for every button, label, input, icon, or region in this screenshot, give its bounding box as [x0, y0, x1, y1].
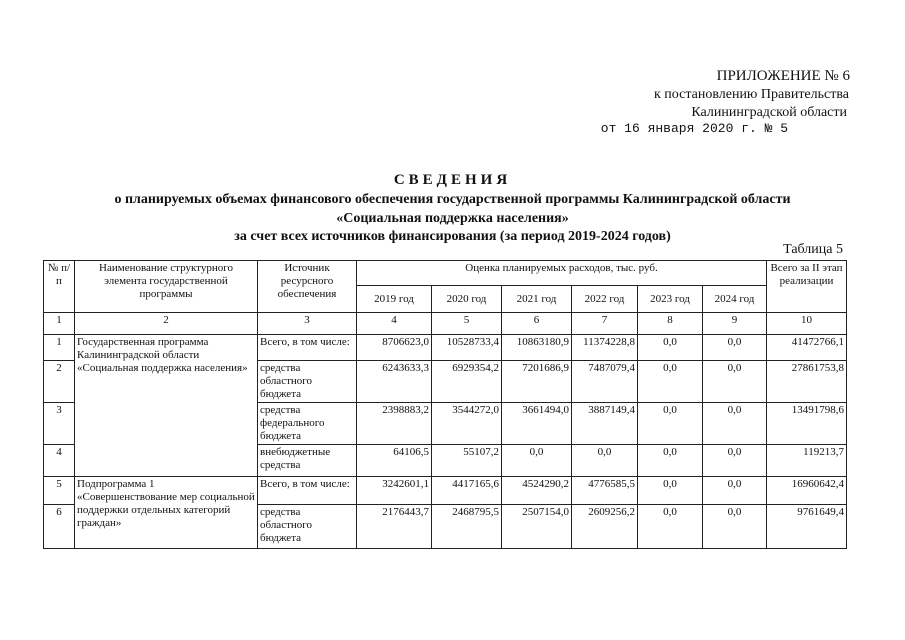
- column-number: 4: [357, 313, 432, 335]
- value-cell: 3544272,0: [432, 403, 502, 445]
- column-number: 5: [432, 313, 502, 335]
- column-number: 6: [502, 313, 572, 335]
- value-cell: 11374228,8: [572, 335, 638, 361]
- value-cell: 0,0: [638, 445, 703, 477]
- total-cell: 16960642,4: [767, 477, 847, 505]
- value-cell: 0,0: [638, 361, 703, 403]
- row-number: 2: [44, 361, 75, 403]
- header-estimate: Оценка планируемых расходов, тыс. руб.: [357, 261, 767, 286]
- column-number: 3: [258, 313, 357, 335]
- row-number: 5: [44, 477, 75, 505]
- row-number: 1: [44, 335, 75, 361]
- appendix-line-3: от 16 января 2020 г. № 5: [600, 121, 788, 136]
- header-year: 2019 год: [357, 286, 432, 313]
- value-cell: 6929354,2: [432, 361, 502, 403]
- value-cell: 0,0: [703, 361, 767, 403]
- total-cell: 41472766,1: [767, 335, 847, 361]
- source-cell: средства областного бюджета: [258, 505, 357, 549]
- header-num: № п/п: [44, 261, 75, 313]
- total-cell: 13491798,6: [767, 403, 847, 445]
- document-subtitle-1: о планируемых объемах финансового обеспечения государственной программы Калининградской области: [114, 192, 791, 207]
- source-cell: средства областного бюджета: [258, 361, 357, 403]
- value-cell: 0,0: [703, 335, 767, 361]
- value-cell: 4776585,5: [572, 477, 638, 505]
- source-cell: Всего, в том числе:: [258, 477, 357, 505]
- value-cell: 2609256,2: [572, 505, 638, 549]
- value-cell: 3887149,4: [572, 403, 638, 445]
- column-number: 2: [75, 313, 258, 335]
- table-name: Таблица 5: [783, 242, 843, 257]
- source-cell: средства федерального бюджета: [258, 403, 357, 445]
- source-cell: Всего, в том числе:: [258, 335, 357, 361]
- source-cell: внебюджетные средства: [258, 445, 357, 477]
- value-cell: 2507154,0: [502, 505, 572, 549]
- value-cell: 0,0: [638, 335, 703, 361]
- element-name: Подпрограмма 1 «Совершенствование мер социальной поддержки отдельных категорий граждан»: [75, 477, 258, 549]
- header-year: 2020 год: [432, 286, 502, 313]
- value-cell: 0,0: [638, 477, 703, 505]
- column-number: 7: [572, 313, 638, 335]
- appendix-line-1: к постановлению Правительства: [653, 87, 849, 102]
- value-cell: 0,0: [572, 445, 638, 477]
- value-cell: 55107,2: [432, 445, 502, 477]
- financing-table: [43, 260, 847, 549]
- row-number: 3: [44, 403, 75, 445]
- value-cell: 0,0: [703, 505, 767, 549]
- total-cell: 27861753,8: [767, 361, 847, 403]
- value-cell: 8706623,0: [357, 335, 432, 361]
- value-cell: 0,0: [502, 445, 572, 477]
- header-year: 2024 год: [703, 286, 767, 313]
- element-name: Государственная программа Калининградской области «Социальная поддержка населения»: [75, 335, 258, 477]
- column-number: 9: [703, 313, 767, 335]
- row-number: 4: [44, 445, 75, 477]
- header-element: Наименование структурного элемента государственной программы: [75, 261, 258, 313]
- value-cell: 7487079,4: [572, 361, 638, 403]
- header-year: 2022 год: [572, 286, 638, 313]
- value-cell: 0,0: [703, 477, 767, 505]
- document-subtitle-3: за счет всех источников финансирования (за период 2019-2024 годов): [234, 229, 671, 244]
- value-cell: 4417165,6: [432, 477, 502, 505]
- value-cell: 6243633,3: [357, 361, 432, 403]
- value-cell: 10528733,4: [432, 335, 502, 361]
- document-subtitle-2: «Социальная поддержка населения»: [336, 211, 569, 226]
- appendix-title: ПРИЛОЖЕНИЕ № 6: [716, 68, 850, 84]
- table-row: [44, 477, 847, 505]
- appendix-line-2: Калининградской области: [691, 105, 847, 120]
- value-cell: 0,0: [638, 403, 703, 445]
- value-cell: 0,0: [703, 403, 767, 445]
- header-total: Всего за II этап реализации: [767, 261, 847, 313]
- value-cell: 3661494,0: [502, 403, 572, 445]
- row-number: 6: [44, 505, 75, 549]
- header-source: Источник ресурсного обеспечения: [258, 261, 357, 313]
- value-cell: 3242601,1: [357, 477, 432, 505]
- value-cell: 2398883,2: [357, 403, 432, 445]
- value-cell: 4524290,2: [502, 477, 572, 505]
- column-number: 8: [638, 313, 703, 335]
- column-number: 1: [44, 313, 75, 335]
- value-cell: 2468795,5: [432, 505, 502, 549]
- value-cell: 64106,5: [357, 445, 432, 477]
- value-cell: 7201686,9: [502, 361, 572, 403]
- column-number: 10: [767, 313, 847, 335]
- value-cell: 2176443,7: [357, 505, 432, 549]
- table-row: [44, 335, 847, 361]
- header-year: 2021 год: [502, 286, 572, 313]
- total-cell: 9761649,4: [767, 505, 847, 549]
- document-heading: СВЕДЕНИЯ: [393, 172, 512, 188]
- value-cell: 0,0: [703, 445, 767, 477]
- value-cell: 0,0: [638, 505, 703, 549]
- total-cell: 119213,7: [767, 445, 847, 477]
- value-cell: 10863180,9: [502, 335, 572, 361]
- header-year: 2023 год: [638, 286, 703, 313]
